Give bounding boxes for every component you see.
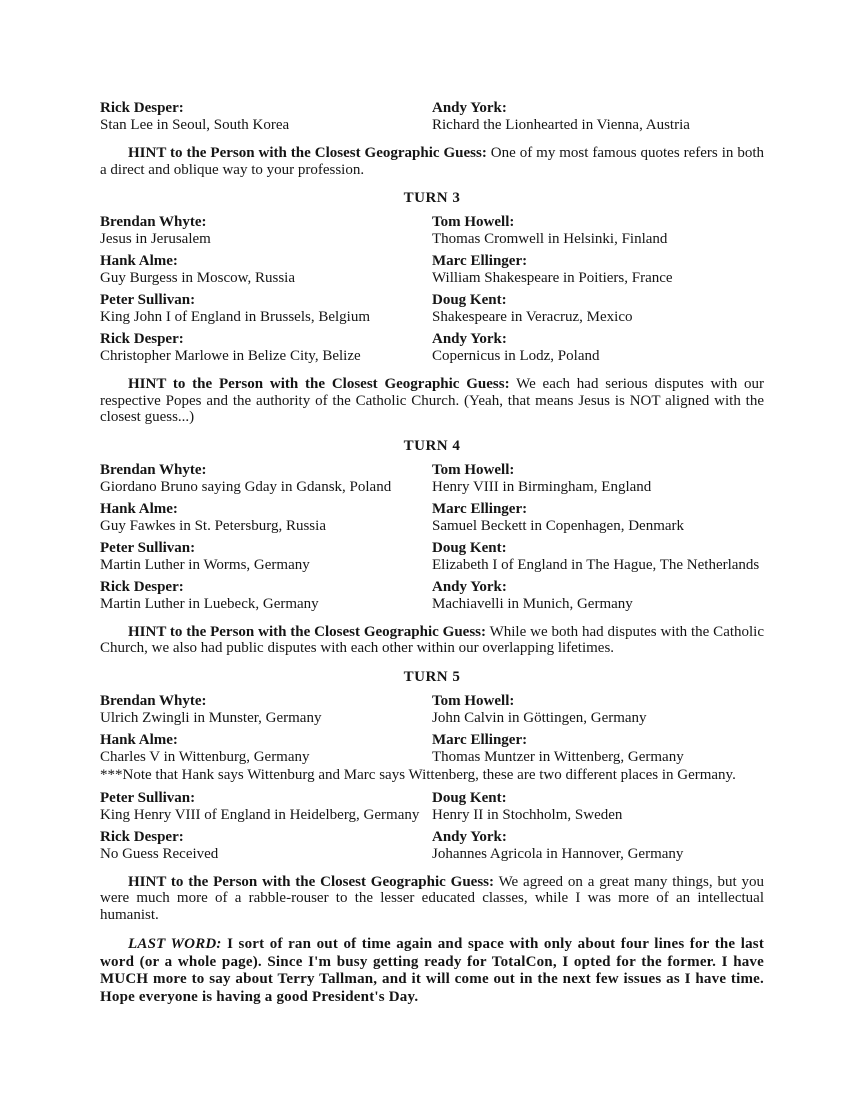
player-entry: [432, 214, 764, 248]
player-name: Tom Howell:: [432, 692, 515, 709]
player-entry: [100, 501, 432, 535]
player-name: Andy York:: [432, 100, 507, 116]
player-entry: [432, 253, 764, 287]
last-word-paragraph: [100, 936, 764, 1006]
player-guess: King John I of England in Brussels, Belgium: [100, 309, 370, 325]
guess-pair-row: [100, 253, 764, 287]
player-entry: [432, 331, 764, 365]
player-name: Doug Kent:: [432, 539, 507, 556]
player-entry: [432, 100, 764, 134]
player-entry: [100, 732, 432, 766]
hint-text: We each had serious disputes with our respective Popes and the authority of the Catholic Church. (Yeah, that means Jesus is NOT aligned with the closest guess...): [100, 376, 764, 425]
player-guess: Elizabeth I of England in The Hague, The Netherlands: [432, 556, 760, 573]
player-entry: [432, 829, 764, 863]
player-guess: King Henry VIII of England in Heidelberg, Germany: [100, 806, 420, 823]
guess-pair-row: [100, 790, 764, 824]
hint-text: One of my most famous quotes refers in both a direct and oblique way to your profession.: [100, 145, 764, 178]
player-guess: John Calvin in Göttingen, Germany: [432, 709, 647, 726]
guess-pair-row: [100, 100, 764, 134]
guess-pair-row: [100, 579, 764, 613]
guess-pair-row: [100, 501, 764, 535]
player-entry: [432, 790, 764, 824]
player-entry: [100, 693, 432, 727]
player-entry: [432, 732, 764, 766]
player-entry: [100, 829, 432, 863]
player-guess: Copernicus in Lodz, Poland: [432, 348, 600, 364]
player-guess: Guy Burgess in Moscow, Russia: [100, 270, 296, 286]
last-word-label: LAST WORD:: [128, 936, 222, 952]
player-name: Hank Alme:: [100, 500, 178, 517]
player-name: Marc Ellinger:: [432, 731, 528, 748]
player-entry: [432, 579, 764, 613]
wittenberg-note: ***Note that Hank says Wittenburg and Marc says Wittenberg, these are two different places in Germany.: [100, 766, 736, 783]
turn-heading: TURN 5: [403, 668, 461, 685]
player-guess: Shakespeare in Veracruz, Mexico: [432, 309, 633, 325]
player-name: Andy York:: [432, 578, 507, 595]
hint-label: HINT to the Person with the Closest Geographic Guess:: [128, 145, 487, 161]
player-guess: No Guess Received: [100, 845, 219, 862]
player-guess: Jesus in Jerusalem: [100, 231, 211, 247]
player-entry: [432, 501, 764, 535]
player-entry: [432, 540, 764, 574]
turn-heading: TURN 3: [403, 190, 461, 206]
player-guess: Richard the Lionhearted in Vienna, Austria: [432, 117, 690, 133]
hint-paragraph: [100, 376, 764, 426]
player-name: Peter Sullivan:: [100, 789, 196, 806]
hint-label: HINT to the Person with the Closest Geographic Guess:: [128, 623, 487, 640]
player-guess: Ulrich Zwingli in Munster, Germany: [100, 709, 322, 726]
player-guess: Christopher Marlowe in Belize City, Belize: [100, 348, 361, 364]
turn-heading: TURN 4: [403, 437, 461, 454]
player-guess: William Shakespeare in Poitiers, France: [432, 270, 673, 286]
player-guess: Johannes Agricola in Hannover, Germany: [432, 845, 684, 862]
player-name: Rick Desper:: [100, 578, 184, 595]
player-name: Rick Desper:: [100, 331, 184, 347]
player-name: Hank Alme:: [100, 731, 178, 748]
player-entry: [100, 331, 432, 365]
player-name: Brendan Whyte:: [100, 692, 207, 709]
guess-pair-row: [100, 732, 764, 766]
guess-pair-row: [100, 214, 764, 248]
player-guess: Thomas Muntzer in Wittenberg, Germany: [432, 748, 684, 765]
player-entry: [100, 253, 432, 287]
last-word-text: I sort of ran out of time again and space with only about four lines for the last word (or a whole page). Since I'm busy getting ready for TotalCon, I opted for the former. I have MUCH more to say about Terry Tallman, and it will come out in the next few issues as I have time. Hope everyone is having a good President's Day.: [100, 936, 765, 1005]
player-guess: Martin Luther in Worms, Germany: [100, 556, 310, 573]
player-entry: [100, 214, 432, 248]
player-guess: Henry VIII in Birmingham, England: [432, 478, 652, 495]
guess-pair-row: [100, 462, 764, 496]
hint-paragraph: [100, 145, 764, 178]
player-entry: [100, 540, 432, 574]
hint-paragraph: [100, 874, 764, 924]
player-name: Tom Howell:: [432, 461, 515, 478]
player-name: Hank Alme:: [100, 253, 178, 269]
player-entry: [432, 693, 764, 727]
player-name: Andy York:: [432, 331, 507, 347]
player-name: Brendan Whyte:: [100, 214, 207, 230]
guess-pair-row: [100, 693, 764, 727]
player-name: Marc Ellinger:: [432, 500, 528, 517]
player-entry: [100, 579, 432, 613]
player-entry: [432, 462, 764, 496]
player-name: Rick Desper:: [100, 828, 184, 845]
player-guess: Giordano Bruno saying Gday in Gdansk, Poland: [100, 478, 392, 495]
player-guess: Martin Luther in Luebeck, Germany: [100, 595, 319, 612]
hint-label: HINT to the Person with the Closest Geographic Guess:: [128, 873, 494, 890]
player-name: Tom Howell:: [432, 214, 515, 230]
guess-pair-row: [100, 540, 764, 574]
player-name: Brendan Whyte:: [100, 461, 207, 478]
player-entry: [100, 790, 432, 824]
player-entry: [100, 462, 432, 496]
player-guess: Machiavelli in Munich, Germany: [432, 595, 633, 612]
player-guess: Samuel Beckett in Copenhagen, Denmark: [432, 517, 685, 534]
player-guess: Stan Lee in Seoul, South Korea: [100, 117, 290, 133]
player-name: Peter Sullivan:: [100, 539, 196, 556]
player-entry: [432, 292, 764, 326]
hint-label: HINT to the Person with the Closest Geographic Guess:: [128, 376, 510, 392]
player-entry: [100, 100, 432, 134]
player-name: Doug Kent:: [432, 789, 507, 806]
player-guess: Henry II in Stochholm, Sweden: [432, 806, 623, 823]
hint-text: While we both had disputes with the Catholic Church, we also had public disputes with each other within our overlapping lifetimes.: [100, 623, 765, 656]
player-name: Andy York:: [432, 828, 507, 845]
player-name: Doug Kent:: [432, 292, 507, 308]
guess-pair-row: [100, 292, 764, 326]
guess-pair-row: [100, 829, 764, 863]
player-name: Peter Sullivan:: [100, 292, 196, 308]
player-entry: [100, 292, 432, 326]
player-name: Marc Ellinger:: [432, 253, 528, 269]
player-guess: Charles V in Wittenburg, Germany: [100, 748, 310, 765]
guess-pair-row: [100, 331, 764, 365]
hint-paragraph: [100, 624, 764, 657]
hint-text: We agreed on a great many things, but you were much more of a rabble-rouser to the lesser educated classes, while I was more of an intellectual humanist.: [100, 873, 764, 923]
player-guess: Thomas Cromwell in Helsinki, Finland: [432, 231, 668, 247]
player-name: Rick Desper:: [100, 100, 184, 116]
player-guess: Guy Fawkes in St. Petersburg, Russia: [100, 517, 326, 534]
